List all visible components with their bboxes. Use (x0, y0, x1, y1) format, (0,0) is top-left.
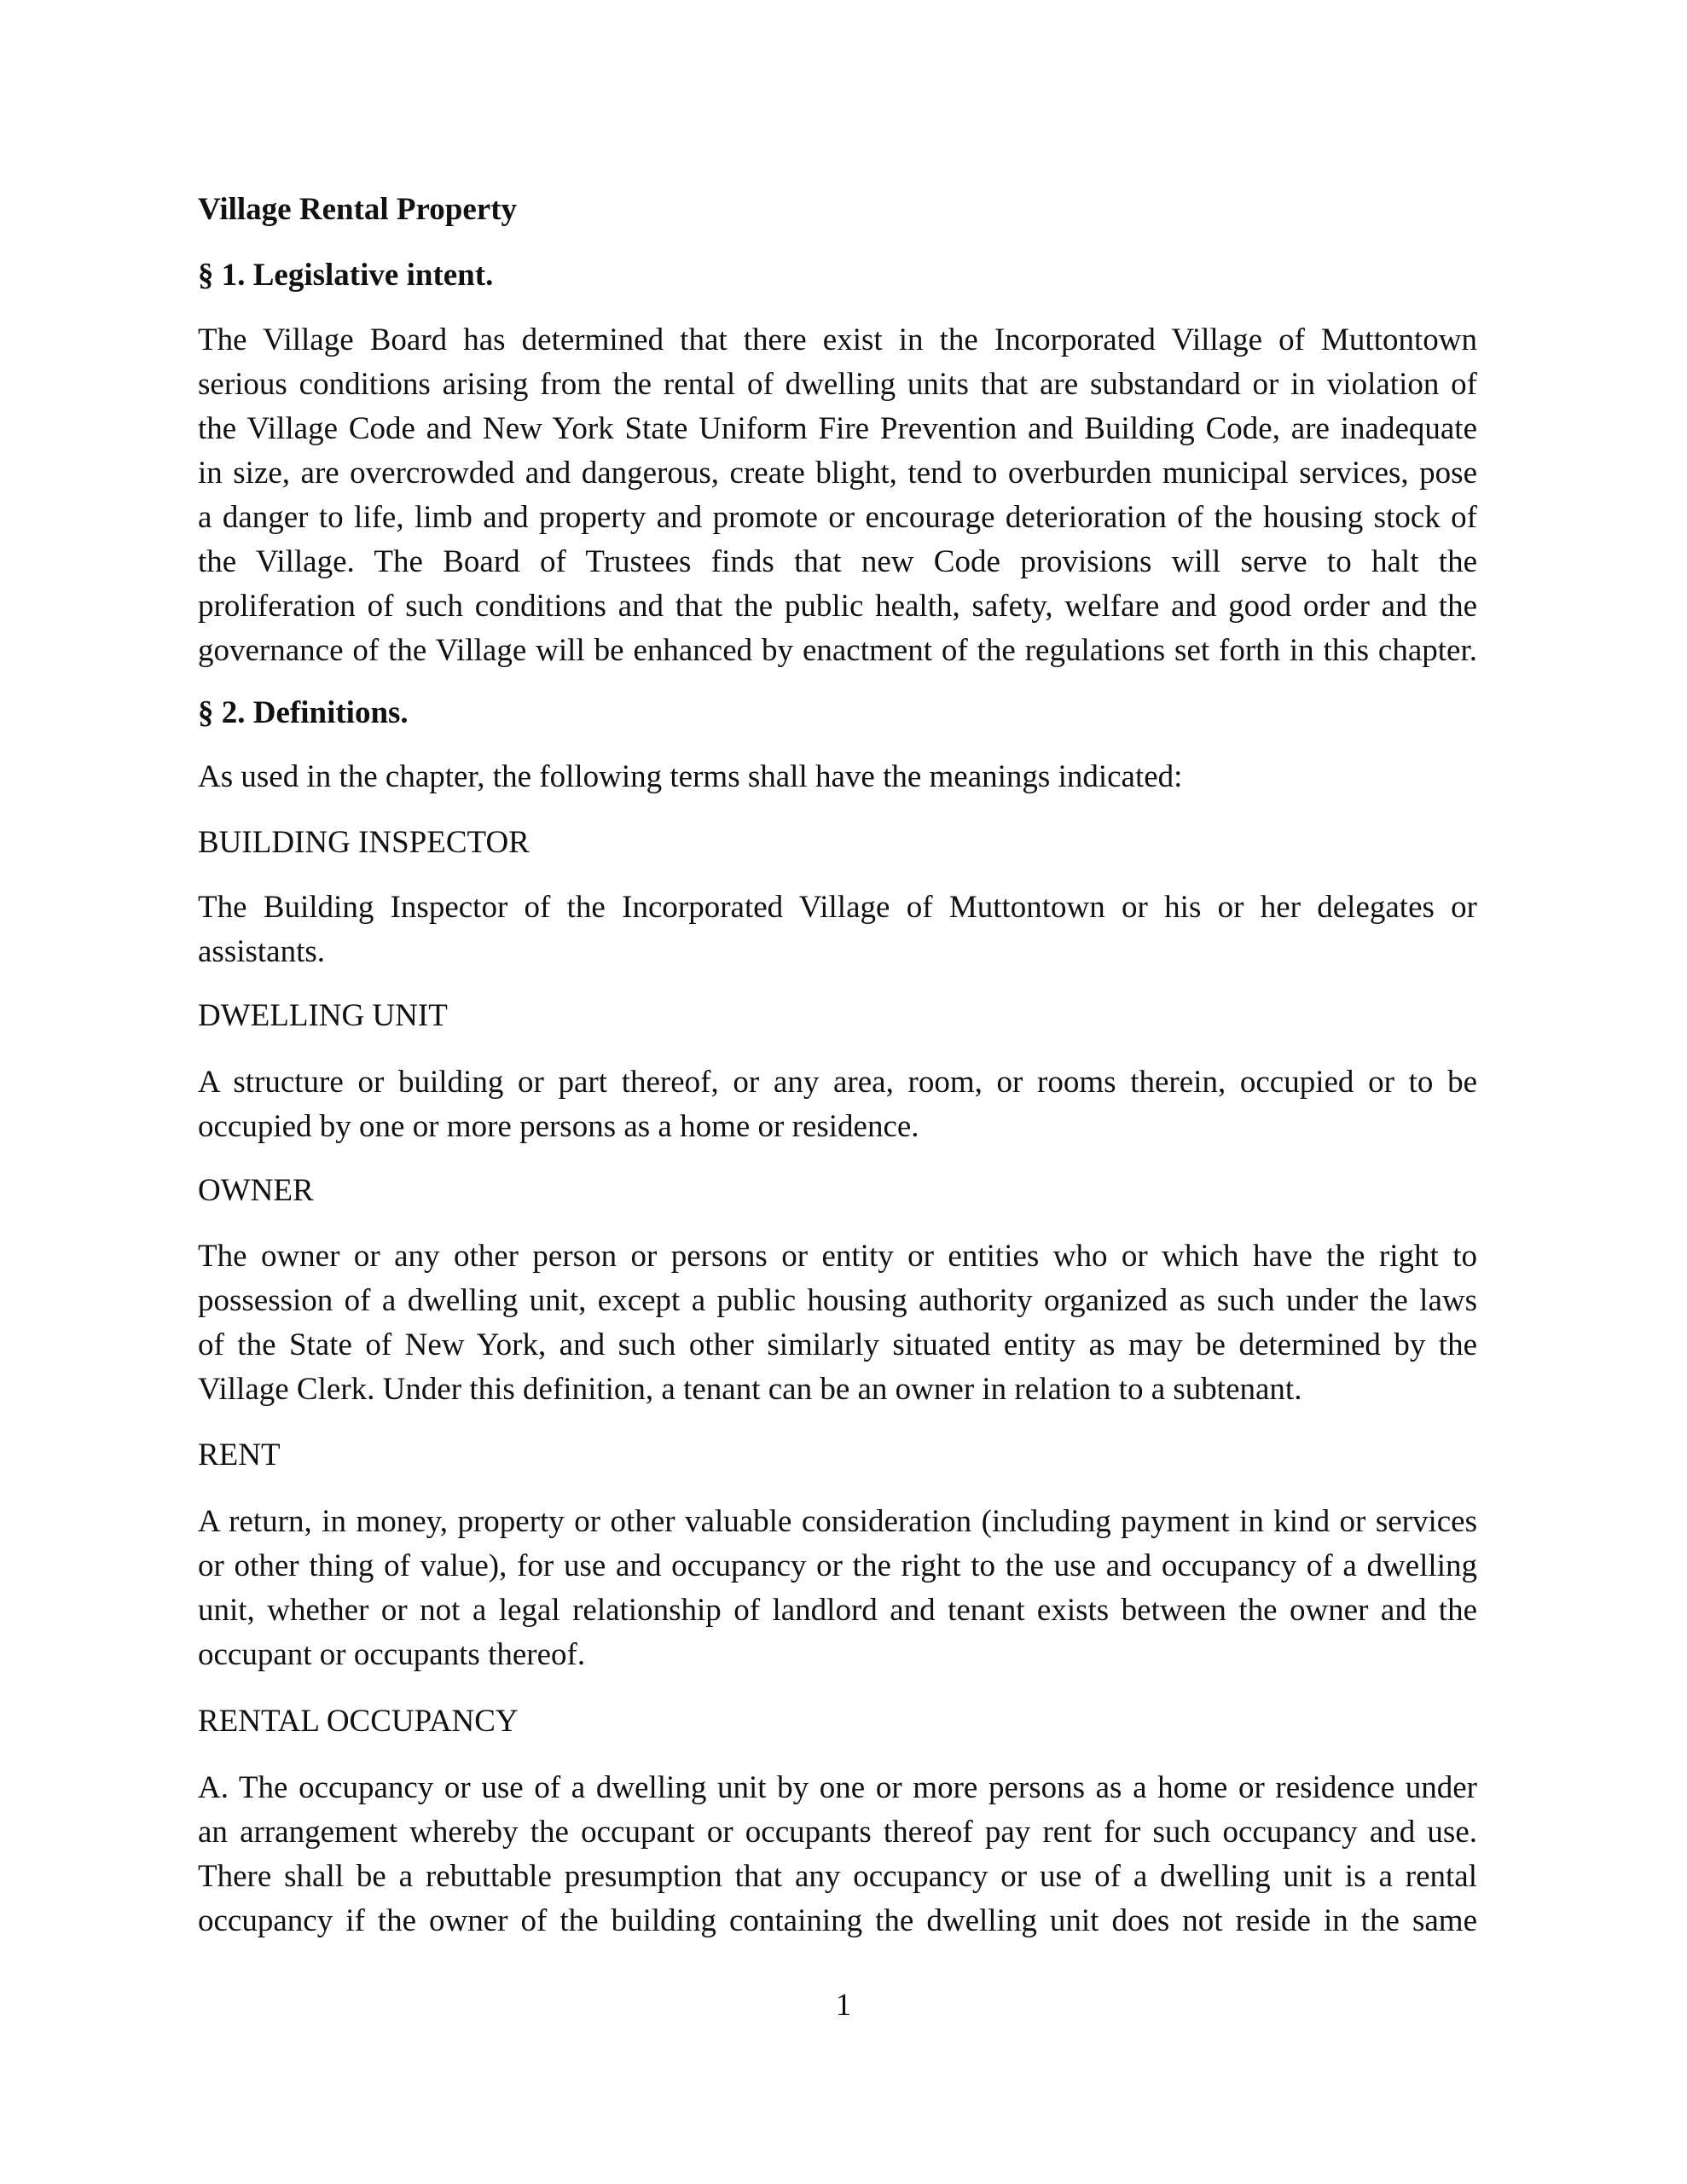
definition-term: BUILDING INSPECTOR (198, 825, 530, 860)
definition-line: occupied by one or more persons as a home or residence. (198, 1109, 919, 1144)
definition-rent-text (198, 1500, 1477, 1677)
section-1 (198, 253, 1477, 298)
definition-rent (198, 1433, 1477, 1478)
section-1-paragraph (198, 318, 1477, 673)
definition-dwelling-unit (198, 994, 1477, 1038)
definition-term: DWELLING UNIT (198, 998, 448, 1033)
definition-term: RENTAL OCCUPANCY (198, 1704, 519, 1739)
definition-line: The Building Inspector of the Incorporated Village of Muttontown or his or her delegates or (198, 890, 1477, 925)
definition-term: RENT (198, 1438, 281, 1472)
definition-dwelling-unit-text (198, 1060, 1477, 1149)
paragraph-line: The Village Board has determined that there exist in the Incorporated Village of Muttontown (198, 322, 1477, 357)
definition-line: of the State of New York, and such other similarly situated entity as may be determined by the (198, 1327, 1477, 1362)
definitions-intro: As used in the chapter, the following terms shall have the meanings indicated: (198, 759, 1183, 794)
paragraph-line: a danger to life, limb and property and promote or encourage deterioration of the housing stock of (198, 500, 1477, 535)
definitions-intro-block (198, 755, 1477, 799)
paragraph-line: in size, are overcrowded and dangerous, create blight, tend to overburden municipal services, pose (198, 456, 1477, 491)
section-1-heading: § 1. Legislative intent. (198, 258, 494, 293)
definition-line: or other thing of value), for use and occupancy or the right to the use and occupancy of a dwelling (198, 1548, 1477, 1583)
definition-line: The owner or any other person or persons or entity or entities who or which have the right to (198, 1239, 1477, 1274)
definition-line: an arrangement whereby the occupant or occupants thereof pay rent for such occupancy and use. (198, 1815, 1477, 1850)
definition-line: possession of a dwelling unit, except a public housing authority organized as such under the laws (198, 1283, 1477, 1318)
definition-line: unit, whether or not a legal relationship of landlord and tenant exists between the owner and the (198, 1593, 1477, 1628)
definition-owner-text (198, 1234, 1477, 1412)
definition-rental-occupancy (198, 1699, 1477, 1744)
definition-line: occupancy if the owner of the building containing the dwelling unit does not reside in the same (198, 1903, 1477, 1938)
definition-line: assistants. (198, 934, 326, 969)
definition-line: occupant or occupants thereof. (198, 1637, 586, 1672)
paragraph-line: serious conditions arising from the rental of dwelling units that are substandard or in violation of (198, 367, 1477, 402)
section-2 (198, 691, 1477, 735)
definition-line: A structure or building or part thereof, or any area, room, or rooms therein, occupied or to be (198, 1065, 1477, 1100)
definition-building-inspector-text (198, 886, 1477, 974)
paragraph-line: the Village. The Board of Trustees finds that new Code provisions will serve to halt the (198, 544, 1477, 579)
definition-line: A. The occupancy or use of a dwelling unit by one or more persons as a home or residence under (198, 1770, 1477, 1805)
paragraph-line: proliferation of such conditions and that the public health, safety, welfare and good order and the (198, 589, 1477, 624)
definition-term: OWNER (198, 1173, 314, 1208)
definition-line: There shall be a rebuttable presumption that any occupancy or use of a dwelling unit is a rental (198, 1859, 1477, 1894)
definition-line: Village Clerk. Under this definition, a tenant can be an owner in relation to a subtenant. (198, 1372, 1302, 1407)
document-title-block (198, 188, 1477, 232)
paragraph-line: the Village Code and New York State Uniform Fire Prevention and Building Code, are inadequate (198, 411, 1477, 446)
definition-line: A return, in money, property or other valuable consideration (including payment in kind or services (198, 1504, 1477, 1539)
paragraph-line: governance of the Village will be enhanced by enactment of the regulations set forth in this chapter. (198, 633, 1477, 668)
document-title: Village Rental Property (198, 192, 518, 227)
section-2-heading: § 2. Definitions. (198, 695, 409, 730)
definition-rental-occupancy-text (198, 1766, 1477, 1943)
definition-owner (198, 1169, 1477, 1213)
page-number: 1 (835, 1988, 852, 2023)
definition-building-inspector (198, 821, 1477, 865)
